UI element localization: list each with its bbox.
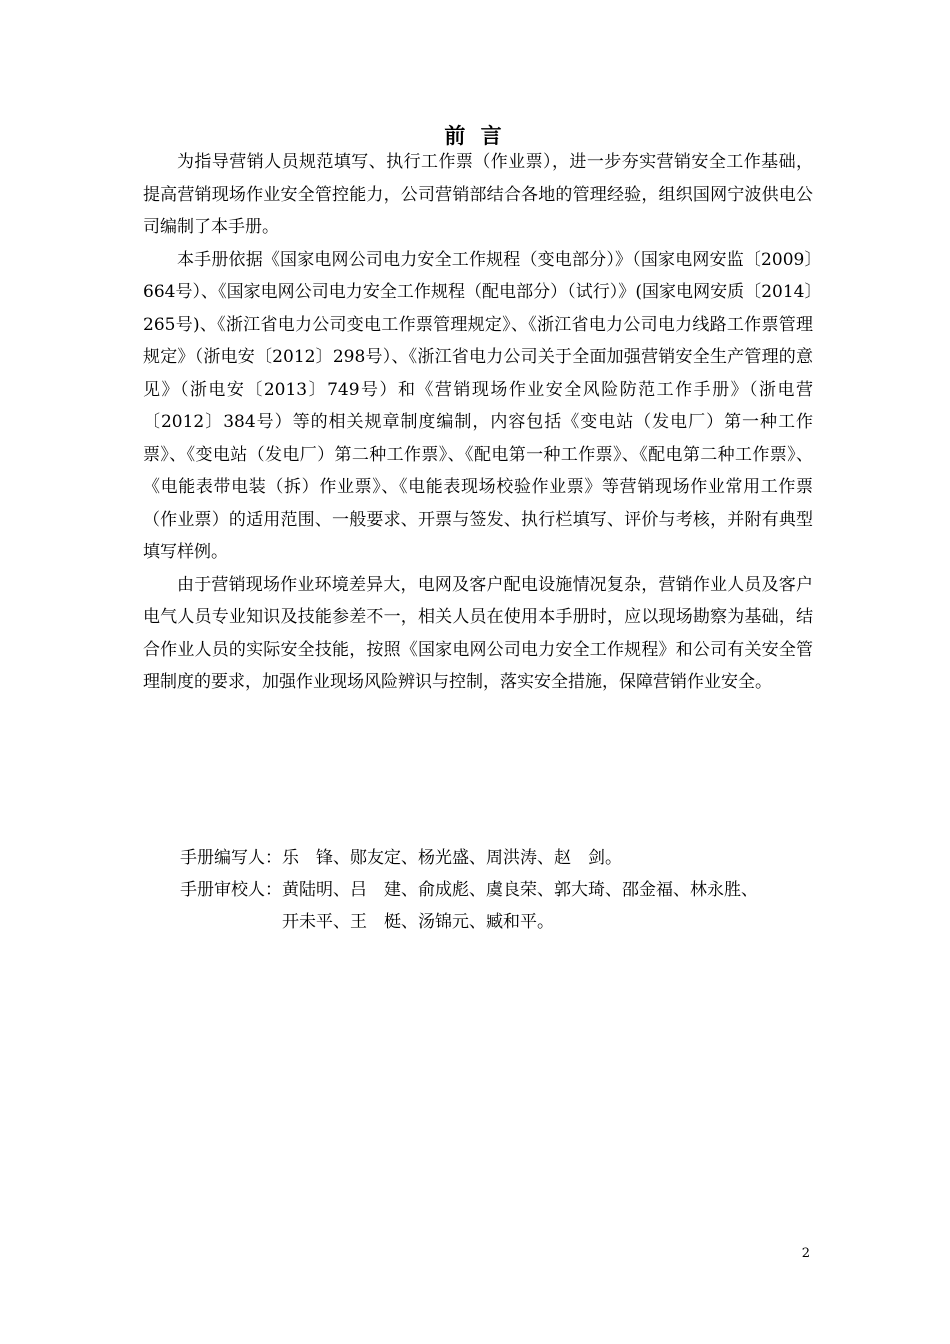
- preface-paragraph-3: 由于营销现场作业环境差异大，电网及客户配电设施情况复杂，营销作业人员及客户电气人员专业知识及技能参差不一，相关人员在使用本手册时，应以现场勘察为基础，结合作业人员的实际安全技能，按照《国家电网公司电力安全工作规程》和公司有关安全管理制度的要求，加强作业现场风险辨识与控制，落实安全措施，保障营销作业安全。: [143, 574, 813, 692]
- page-number: 2: [801, 1246, 810, 1261]
- preface-body: [143, 146, 813, 699]
- writers-names: 乐 锋、郧友定、杨光盛、周洪涛、赵 剑。: [282, 848, 622, 868]
- reviewers-names: [282, 874, 820, 938]
- preface-paragraph-2: 本手册依据《国家电网公司电力安全工作规程（变电部分）》（国家电网安监〔2009〕664号）、《国家电网公司电力安全工作规程（配电部分）（试行）》(国家电网安质〔2014〕265号)、《浙江省电力公司变电工作票管理规定》、《浙江省电力公司电力线路工作票管理规定》（浙电安〔2012〕298号）、《浙江省电力公司关于全面加强营销安全生产管理的意见》（浙电安〔2013〕749号）和《营销现场作业安全风险防范工作手册》（浙电营〔2012〕384号）等的相关规章制度编制，内容包括《变电站（发电厂）第一种工作票》、《变电站（发电厂）第二种工作票》、《配电第一种工作票》、《配电第二种工作票》、《电能表带电装（拆）作业票》、《电能表现场校验作业票》等营销现场作业常用工作票（作业票）的适用范围、一般要求、开票与签发、执行栏填写、评价与考核，并附有典型填写样例。: [143, 249, 813, 562]
- credits-block: [180, 842, 820, 938]
- reviewers-label: 手册审校人：: [180, 880, 282, 900]
- writers-label: 手册编写人：: [180, 848, 282, 868]
- reviewers-names-line-1: 黄陆明、吕 建、俞成彪、虞良荣、郭大琦、邵金福、林永胜、: [282, 880, 758, 900]
- reviewers-row: [180, 874, 820, 938]
- preface-paragraph-1: 为指导营销人员规范填写、执行工作票（作业票），进一步夯实营销安全工作基础，提高营销现场作业安全管控能力，公司营销部结合各地的管理经验，组织国网宁波供电公司编制了本手册。: [143, 152, 813, 237]
- reviewers-names-line-2: 开未平、王 梃、汤锦元、臧和平。: [282, 912, 554, 932]
- writers-row: [180, 842, 820, 874]
- page-title: 前 言: [444, 123, 506, 148]
